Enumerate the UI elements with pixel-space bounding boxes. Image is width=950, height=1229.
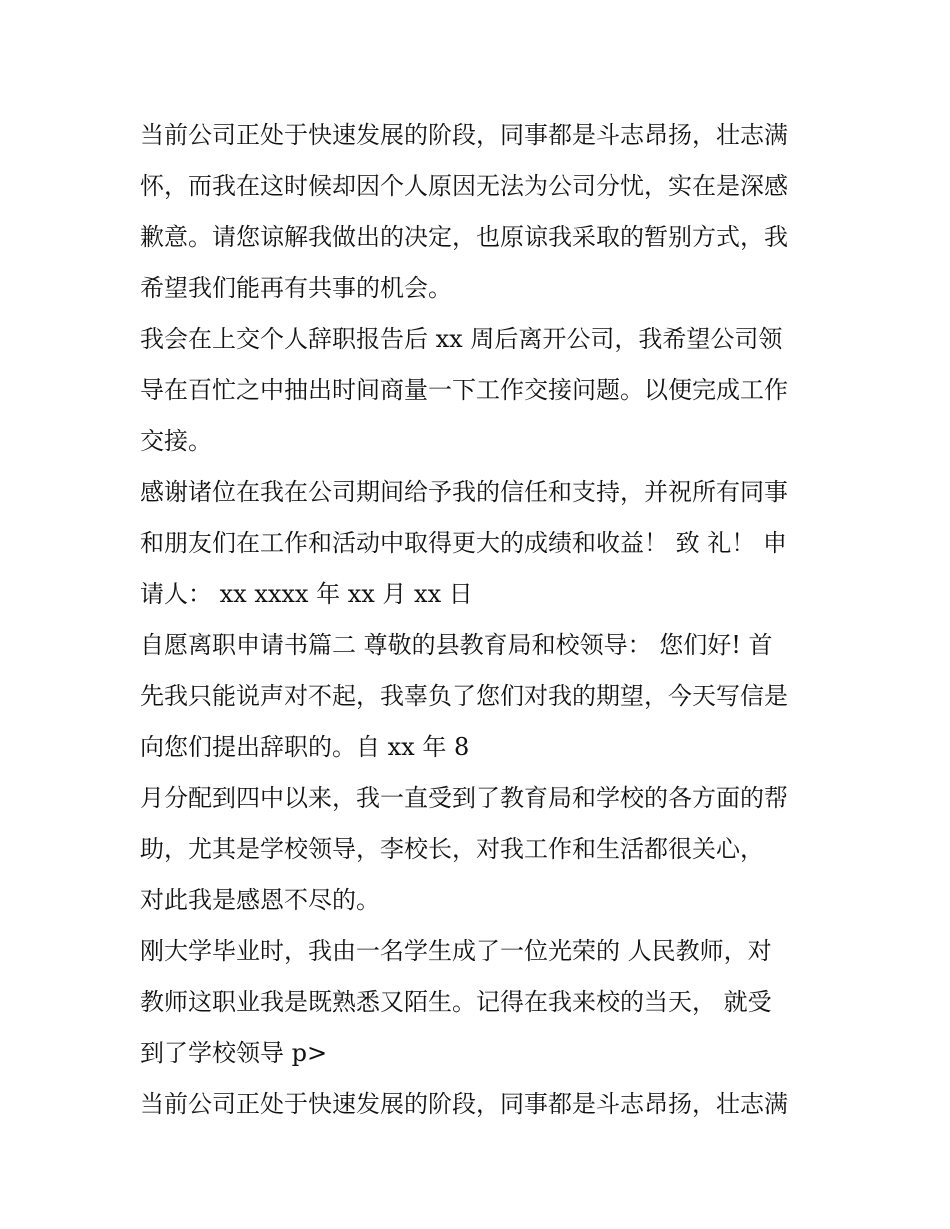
- text-line: 当前公司正处于快速发展的阶段，同事都是斗志昂扬，壮志满: [140, 121, 788, 149]
- text-line: 当前公司正处于快速发展的阶段，同事都是斗志昂扬，壮志满: [140, 1090, 788, 1118]
- text-line: 导在百忙之中抽出时间商量一下工作交接问题。以便完成工作: [140, 376, 788, 404]
- text-line: 对此我是感恩不尽的。: [140, 886, 380, 914]
- text-line: 向您们提出辞职的。自 xx 年 8: [140, 733, 470, 761]
- text-line: 月分配到四中以来，我一直受到了教育局和学校的各方面的帮: [140, 784, 788, 812]
- text-line: 自愿离职申请书篇二 尊敬的县教育局和校领导： 您们好! 首: [140, 631, 773, 659]
- text-line: 请人： xx xxxx 年 xx 月 xx 日: [140, 580, 473, 608]
- text-line: 怀，而我在这时候却因个人原因无法为公司分忧，实在是深感: [140, 172, 788, 200]
- text-line: 我会在上交个人辞职报告后 xx 周后离开公司，我希望公司领: [140, 325, 783, 353]
- text-line: 和朋友们在工作和活动中取得更大的成绩和收益！ 致 礼！ 申: [140, 529, 787, 557]
- text-line: 教师这职业我是既熟悉又陌生。记得在我来校的当天， 就受: [140, 988, 772, 1016]
- text-line: 希望我们能再有共事的机会。: [140, 274, 452, 302]
- text-line: 助，尤其是学校领导，李校长，对我工作和生活都很关心，: [140, 835, 764, 863]
- text-line: 歉意。请您谅解我做出的决定，也原谅我采取的暂别方式，我: [140, 223, 788, 251]
- text-line: 到了学校领导 p>: [140, 1039, 328, 1067]
- document-body: [140, 110, 830, 1130]
- text-line: 先我只能说声对不起，我辜负了您们对我的期望，今天写信是: [140, 682, 788, 710]
- text-line: 感谢诸位在我在公司期间给予我的信任和支持，并祝所有同事: [140, 478, 788, 506]
- text-line: 刚大学毕业时，我由一名学生成了一位光荣的 人民教师，对: [140, 937, 772, 965]
- text-line: 交接。: [140, 427, 212, 455]
